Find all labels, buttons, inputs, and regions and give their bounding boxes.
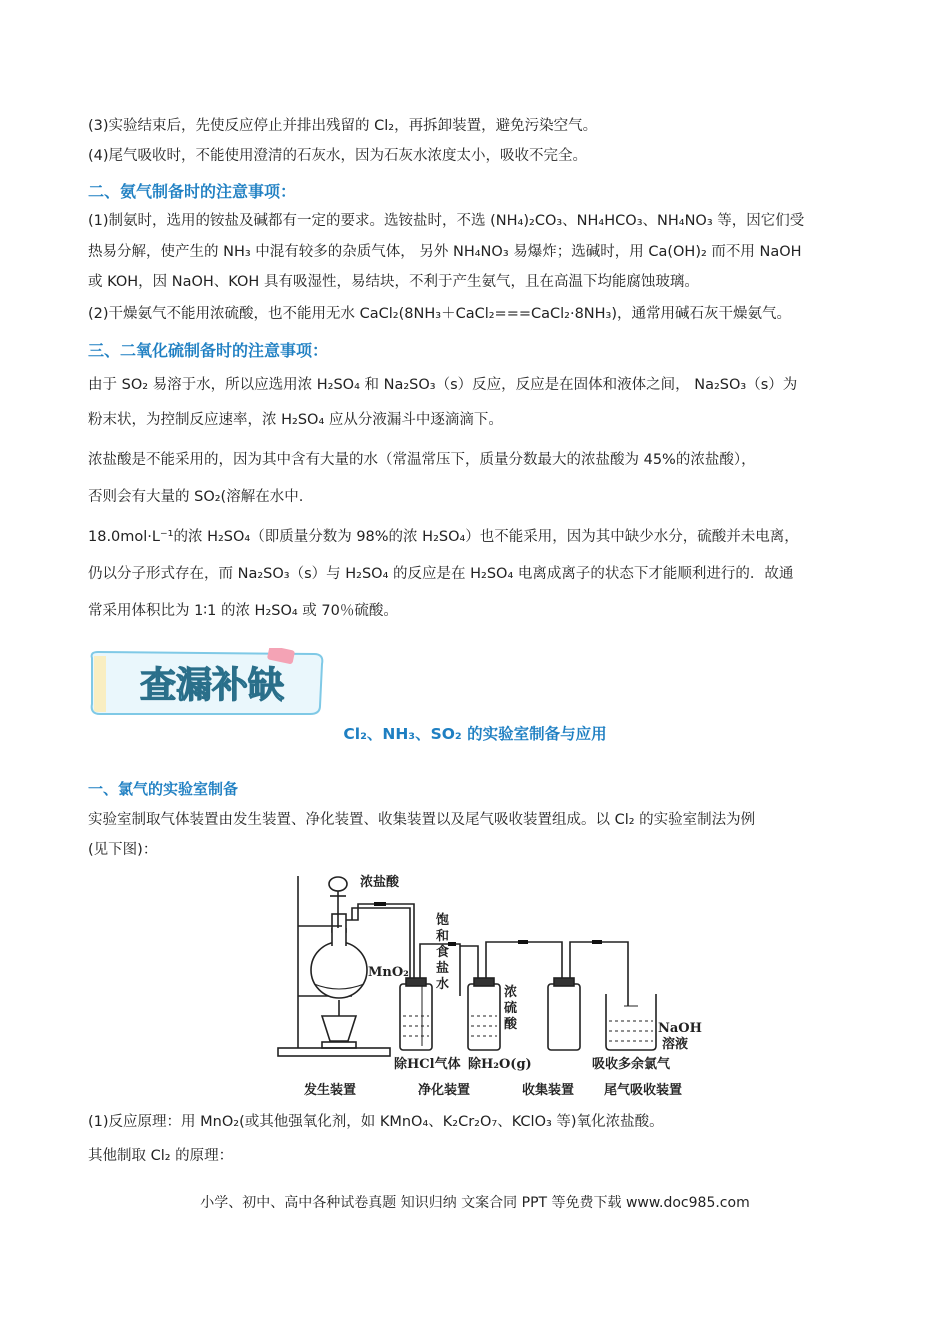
text-line: (见下图)： [88,842,158,858]
svg-text:饱: 饱 [436,913,450,928]
label-saturated-nacl [436,912,449,992]
text-line: 18.0mol·L⁻¹的浓 H₂SO₄（即质量分数为 98%的浓 H₂SO₄）也不能采用，因为其中缺少水分，硫酸并未电离， [88,529,799,545]
label-solution: 溶液 [662,1037,689,1052]
label-naoh: NaOH [658,1021,702,1036]
svg-text:浓: 浓 [504,985,518,1000]
label-conc-h2so4 [504,984,518,1032]
svg-text:水: 水 [436,977,450,992]
text-line: (1)制氨时，选用的铵盐及碱都有一定的要求。选铵盐时，不选 (NH₄)₂CO₃、NH₄HCO₃、NH₄NO₃ 等，因它们受 [88,213,805,229]
label-mno2: MnO₂ [368,965,409,980]
text-line: (2)干燥氨气不能用浓硫酸，也不能用无水 CaCl₂(8NH₃＋CaCl₂===CaCl₂·8NH₃)，通常用碱石灰干燥氨气。 [88,306,792,322]
text-line: (4)尾气吸收时，不能使用澄清的石灰水，因为石灰水浓度太小，吸收不完全。 [88,148,588,164]
section-title: Cl₂、NH₃、SO₂ 的实验室制备与应用 [343,725,607,743]
text-line: 否则会有大量的 SO₂(溶解在水中. [88,489,304,505]
section-heading-so2: 三、二氧化硫制备时的注意事项： [88,341,329,360]
section-heading-chlorine: 一、氯气的实验室制备 [88,780,239,798]
label-generation: 发生装置 [304,1083,357,1098]
label-conc-hcl: 浓盐酸 [360,875,400,890]
text-line: (3)实验结束后，先使反应停止并排出残留的 Cl₂，再拆卸装置，避免污染空气。 [88,118,598,134]
text-line: 或 KOH，因 NaOH、KOH 具有吸湿性，易结块，不利于产生氨气，且在高温下均能腐蚀玻璃。 [88,274,699,290]
page-footer: 小学、初中、高中各种试卷真题 知识归纳 文案合同 PPT 等免费下载 www.doc985.com [200,1195,750,1211]
text-line: 由于 SO₂ 易溶于水，所以应选用浓 H₂SO₄ 和 Na₂SO₃（s）反应，反应是在固体和液体之间， Na₂SO₃（s）为 [88,377,798,393]
label-remove-hcl: 除HCl气体 [394,1057,461,1072]
section-heading-ammonia: 二、氨气制备时的注意事项： [88,182,297,201]
text-line: 实验室制取气体装置由发生装置、净化装置、收集装置以及尾气吸收装置组成。以 Cl₂ 的实验室制法为例 [88,812,756,828]
text-line: 热易分解，使产生的 NH₃ 中混有较多的杂质气体， 另外 NH₄NO₃ 易爆炸；选碱时，用 Ca(OH)₂ 而不用 NaOH [88,244,802,260]
text-line: 浓盐酸是不能采用的，因为其中含有大量的水（常温常压下，质量分数最大的浓盐酸为 45%的浓盐酸）， [88,452,756,468]
banner-text: 查漏补缺 [139,665,285,706]
text-line: (1)反应原理：用 MnO₂(或其他强氧化剂，如 KMnO₄、K₂Cr₂O₇、KClO₃ 等)氧化浓盐酸。 [88,1114,664,1130]
label-purification: 净化装置 [418,1083,471,1098]
svg-text:酸: 酸 [504,1017,518,1032]
review-banner [88,648,330,718]
svg-text:盐: 盐 [436,961,450,976]
label-collection: 收集装置 [522,1083,575,1098]
svg-text:食: 食 [436,945,450,960]
text-line: 其他制取 Cl₂ 的原理： [88,1148,234,1164]
text-line: 粉末状，为控制反应速率，浓 H₂SO₄ 应从分液漏斗中逐滴滴下。 [88,412,503,428]
label-tail-gas: 尾气吸收装置 [604,1083,683,1098]
label-remove-h2o: 除H₂O(g) [468,1057,532,1072]
chlorine-apparatus-diagram [272,866,712,1104]
svg-text:硫: 硫 [504,1001,518,1016]
svg-text:和: 和 [436,929,450,944]
text-line: 仍以分子形式存在，而 Na₂SO₃（s）与 H₂SO₄ 的反应是在 H₂SO₄ 电离成离子的状态下才能顺利进行的．故通 [88,566,794,582]
text-line: 常采用体积比为 1∶1 的浓 H₂SO₄ 或 70％硫酸。 [88,603,398,619]
label-absorb-cl2: 吸收多余氯气 [592,1057,671,1072]
